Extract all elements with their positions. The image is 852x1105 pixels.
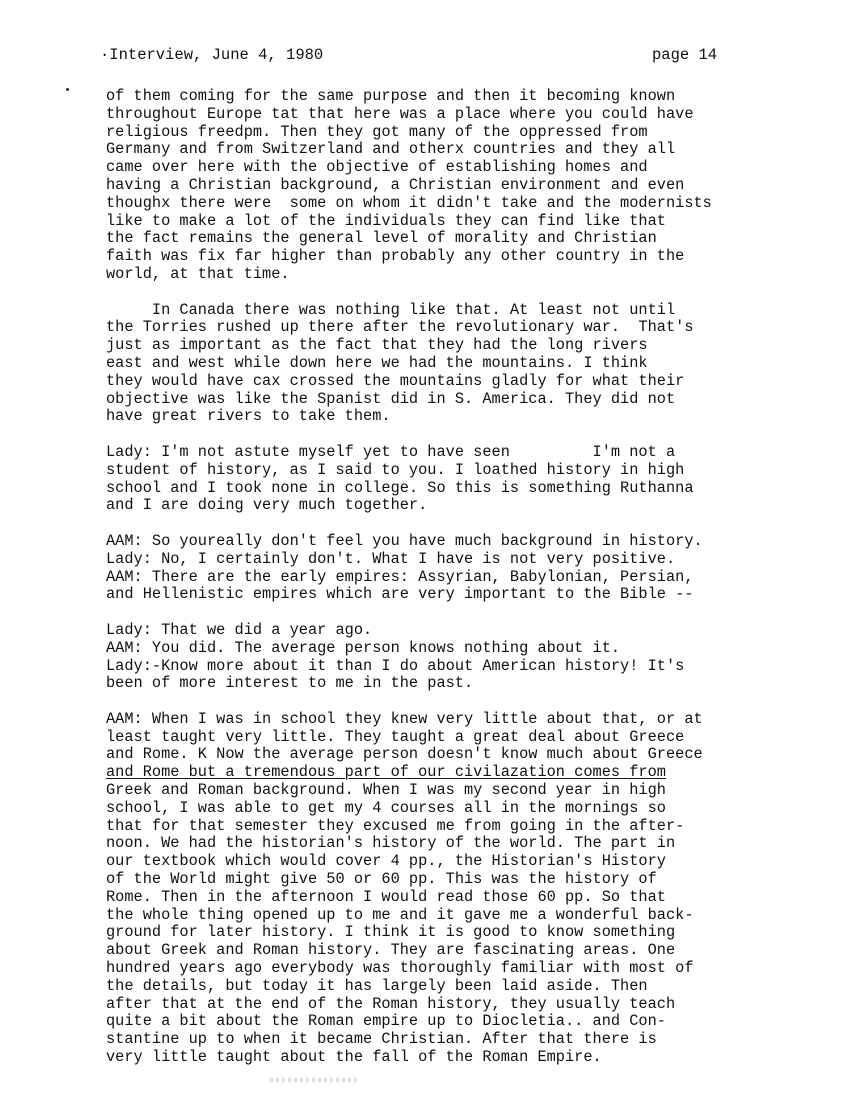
- text-line: our textbook which would cover 4 pp., the Historian's History: [106, 852, 666, 871]
- text-line: objective was like the Spanist did in S. America. They did not: [106, 389, 676, 408]
- text-line: Rome. Then in the afternoon I would read those 60 pp. So that: [106, 887, 666, 906]
- text-line: AAM: You did. The average person knows nothing about it.: [106, 638, 621, 657]
- text-line: thoughx there were some on whom it didn't take and the modernists: [106, 193, 712, 212]
- text-line: quite a bit about the Roman empire up to Diocletia.. and Con-: [106, 1012, 666, 1031]
- text-line: AAM: There are the early empires: Assyrian, Babylonian, Persian,: [106, 567, 694, 586]
- margin-mark: [66, 88, 69, 91]
- text-line: about Greek and Roman history. They are fascinating areas. One: [106, 941, 676, 960]
- text-line: throughout Europe tat that here was a place where you could have: [106, 104, 694, 123]
- text-line: Greek and Roman background. When I was my second year in high: [106, 781, 666, 800]
- text-line: Lady: No, I certainly don't. What I have is not very positive.: [106, 549, 676, 568]
- page-header: [100, 46, 740, 70]
- text-line: and Rome. K Now the average person doesn't know much about Greece: [106, 745, 703, 764]
- text-line: the Torries rushed up there after the revolutionary war. That's: [106, 318, 694, 337]
- text-line: having a Christian background, a Christian environment and even: [106, 175, 685, 194]
- text-line: been of more interest to me in the past.: [106, 674, 474, 693]
- transcript-paragraph: [106, 533, 806, 604]
- text-line: school and I took none in college. So this is something Ruthanna: [106, 478, 694, 497]
- text-line: of them coming for the same purpose and then it becoming known: [106, 87, 676, 105]
- transcript-paragraph: [106, 711, 806, 1067]
- transcript-paragraph: [106, 88, 806, 284]
- text-line: religious freedpm. Then they got many of the oppressed from: [106, 122, 648, 141]
- interview-date-heading: ·Interview, June 4, 1980: [100, 46, 324, 64]
- text-line: noon. We had the historian's history of the world. The part in: [106, 834, 676, 853]
- text-line: Lady: That we did a year ago.: [106, 620, 373, 639]
- transcript-paragraph: [106, 622, 806, 693]
- text-line: after that at the end of the Roman history, they usually teach: [106, 994, 676, 1013]
- text-line: of the World might give 50 or 60 pp. This was the history of: [106, 870, 657, 889]
- text-line: and Rome but a tremendous part of our civilazation comes from: [106, 763, 666, 782]
- text-line: hundred years ago everybody was thoroughly familiar with most of: [106, 959, 694, 978]
- text-line: just as important as the fact that they had the long rivers: [106, 336, 648, 355]
- text-line: and I are doing very much together.: [106, 496, 428, 515]
- text-line: Germany and from Switzerland and otherx countries and they all: [106, 140, 676, 159]
- text-line: and Hellenistic empires which are very important to the Bible --: [106, 585, 694, 604]
- text-line: the details, but today it has largely been laid aside. Then: [106, 976, 648, 995]
- text-line: world, at that time.: [106, 264, 290, 283]
- text-line: Lady:-Know more about it than I do about American history! It's: [106, 656, 685, 675]
- text-line: have great rivers to take them.: [106, 407, 391, 426]
- text-line: student of history, as I said to you. I loathed history in high: [106, 460, 685, 479]
- text-line: the fact remains the general level of morality and Christian: [106, 229, 657, 248]
- text-line: like to make a lot of the individuals they can find like that: [106, 211, 666, 230]
- text-line: the whole thing opened up to me and it gave me a wonderful back-: [106, 905, 694, 924]
- text-line: came over here with the objective of establishing homes and: [106, 158, 648, 177]
- text-line: school, I was able to get my 4 courses all in the mornings so: [106, 798, 666, 817]
- text-line: AAM: So youreally don't feel you have much background in history.: [106, 531, 703, 550]
- text-line: faith was fix far higher than probably any other country in the: [106, 247, 685, 266]
- page-number: page 14: [652, 46, 718, 64]
- text-line: ground for later history. I think it is good to know something: [106, 923, 676, 942]
- text-line: that for that semester they excused me from going in the after-: [106, 816, 685, 835]
- transcript-paragraph: [106, 302, 806, 427]
- scan-artifact: [270, 1078, 360, 1082]
- transcript-body: [106, 88, 806, 1085]
- text-line: stantine up to when it became Christian. After that there is: [106, 1030, 657, 1049]
- text-line: least taught very little. They taught a great deal about Greece: [106, 727, 685, 746]
- text-line: east and west while down here we had the mountains. I think: [106, 353, 648, 372]
- text-line: AAM: When I was in school they knew very little about that, or at: [106, 709, 703, 728]
- text-line: very little taught about the fall of the Roman Empire.: [106, 1048, 602, 1067]
- text-line: Lady: I'm not astute myself yet to have seen I'm not a: [106, 442, 676, 461]
- text-line: In Canada there was nothing like that. At least not until: [106, 300, 676, 319]
- transcript-paragraph: [106, 444, 806, 515]
- text-line: they would have cax crossed the mountains gladly for what their: [106, 371, 685, 390]
